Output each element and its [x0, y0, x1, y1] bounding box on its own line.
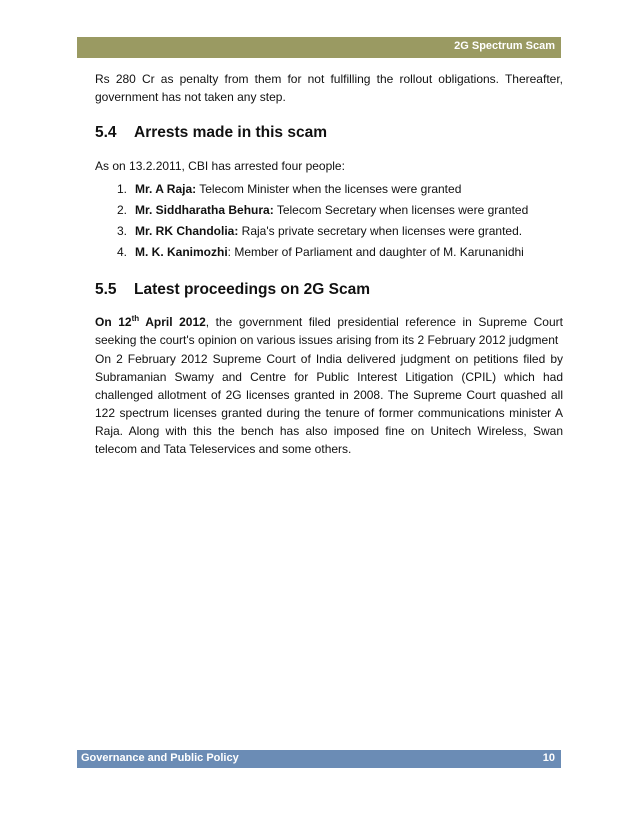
arrests-lead: As on 13.2.2011, CBI has arrested four people:: [95, 159, 345, 173]
page-header-bar: [77, 37, 561, 58]
list-item-number: 3.: [117, 224, 128, 238]
proceedings-paragraph-2: On 2 February 2012 Supreme Court of India delivered judgment on petitions filed by Subramanian Swamy and Centre for Public Interest Litigation (CPIL) which had challenged allotment of 2G licenses granted in 2008. The Supreme Court quashed all 122 spectrum licenses granted during the tenure of former communications minister A Raja. Along with this the bench has also imposed fine on Unitech Wireless, Swan telecom and Tata Teleservices and some others.: [95, 352, 563, 456]
date-bold: [95, 315, 206, 329]
list-item-desc: : Member of Parliament and daughter of M. Karunanidhi: [227, 245, 524, 259]
list-item-number: 1.: [117, 182, 128, 196]
list-item-number: 2.: [117, 203, 128, 217]
section-number: 5.5: [95, 281, 117, 298]
list-item-number: 4.: [117, 245, 128, 259]
date-suffix: th: [131, 314, 140, 323]
section-number: 5.4: [95, 124, 117, 141]
page-number: 10: [542, 752, 555, 764]
section-5-5-heading: [95, 281, 370, 299]
header-title: 2G Spectrum Scam: [454, 40, 555, 52]
list-item-name: Mr. A Raja:: [135, 182, 197, 196]
list-item-desc: Raja's private secretary when licenses were granted.: [238, 224, 523, 238]
list-item-name: Mr. Siddharatha Behura:: [135, 203, 274, 217]
section-5-4-heading: [95, 124, 327, 142]
footer-title: Governance and Public Policy: [81, 752, 239, 764]
section-title: Arrests made in this scam: [134, 124, 327, 141]
intro-paragraph: Rs 280 Cr as penalty from them for not fulfilling the rollout obligations. Thereafter, government has not taken any step.: [95, 72, 563, 104]
proceedings-paragraph-1: [95, 313, 563, 349]
list-item-name: Mr. RK Chandolia:: [135, 224, 239, 238]
list-item-desc: Telecom Secretary when licenses were granted: [273, 203, 529, 217]
date-day: On 12: [95, 315, 132, 329]
date-month-year: April 2012: [139, 315, 206, 329]
section-title: Latest proceedings on 2G Scam: [134, 281, 371, 298]
list-item-desc: Telecom Minister when the licenses were granted: [196, 182, 462, 196]
page-footer-bar: [77, 750, 561, 768]
paragraph-text: , the government filed presidential reference in Supreme Court seeking the court's opinion on various issues arising from its 2 February 2012 judgment: [95, 315, 563, 347]
list-item-name: M. K. Kanimozhi: [135, 245, 228, 259]
